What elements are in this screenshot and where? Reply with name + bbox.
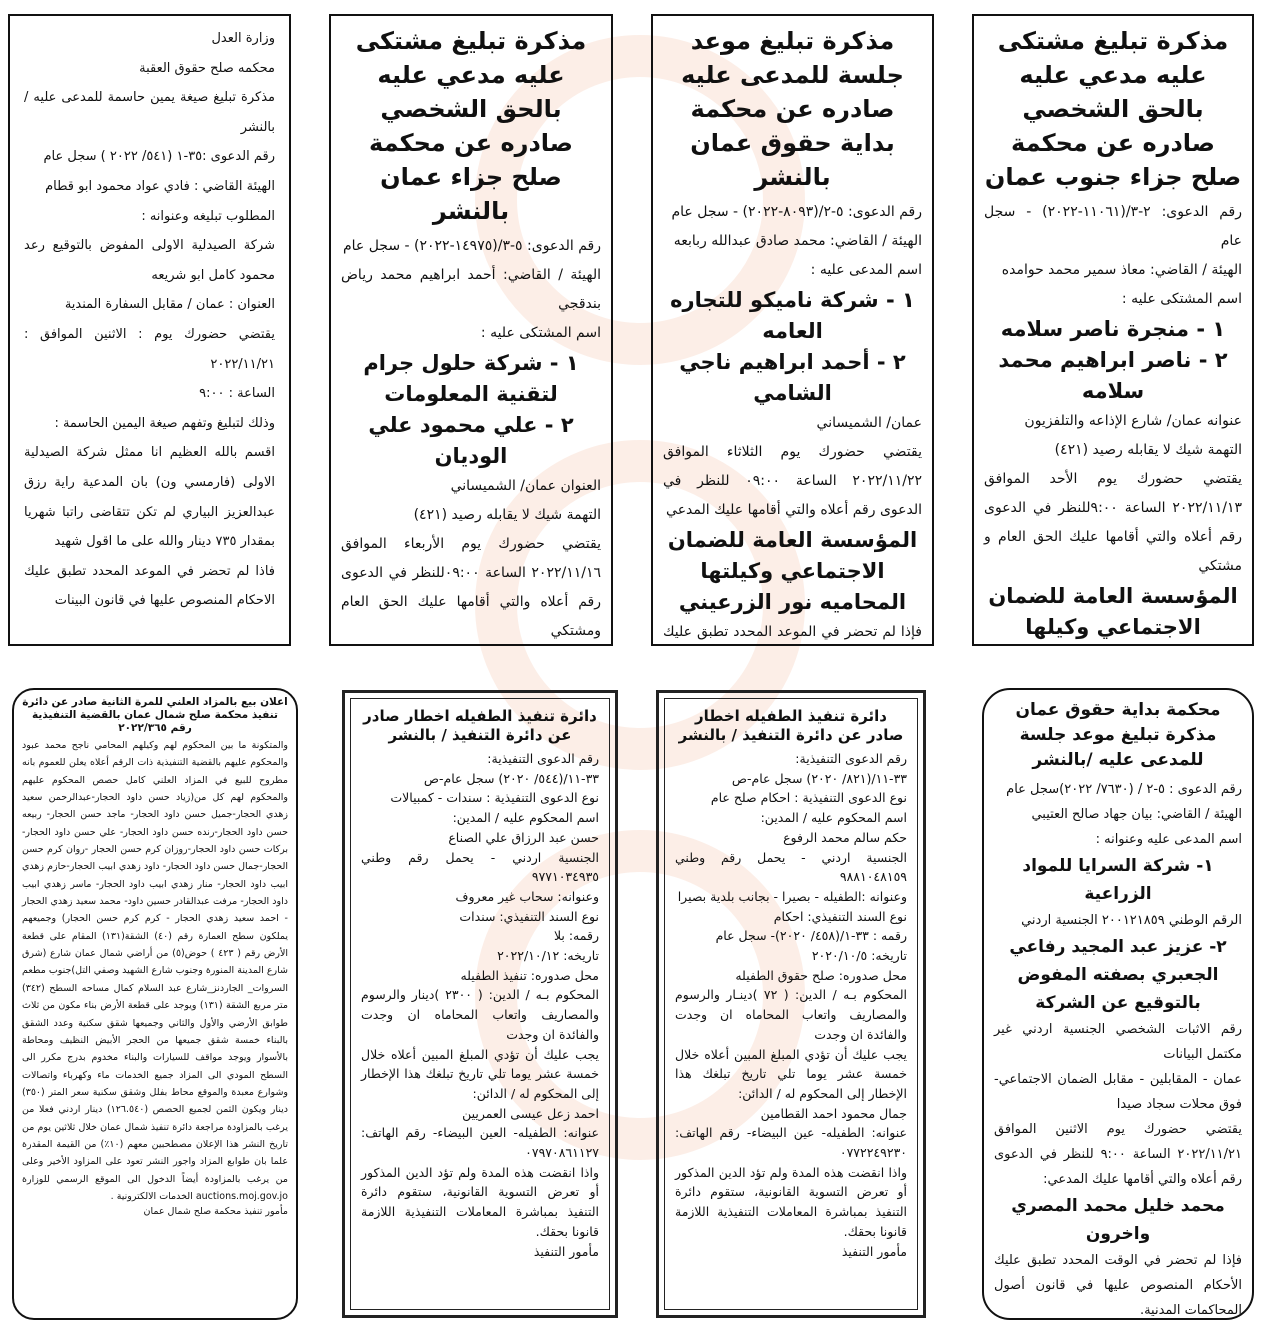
plaintiff: المؤسسة العامة للضمان الاجتماعي وكيلتها المحاميه نور الزرعيني (667, 528, 918, 614)
text-line: تاريخه: ٢٠٢٠/١٠/٥ (811, 948, 907, 964)
plaintiff: المؤسسة العامة للضمان الاجتماعي وكيلها (988, 584, 1238, 639)
defendant-name: ١ - شركة حلول جرام لتقنية المعلومات (363, 351, 579, 406)
text-line: نوع السند التنفيذي: سندات (459, 908, 599, 924)
notice-title: مذكرة تبليغ موعد جلسة للمدعى عليه صادره عن محكمة بداية حقوق عمان بالنشر (681, 27, 904, 191)
address: العنوان عمان/ الشميساني (450, 478, 601, 494)
notice-title: مذكرة تبليغ مشتكى عليه مدعي عليه بالحق الشخصي صادره عن محكمة صلح جزاء جنوب عمان (984, 27, 1242, 191)
text-line: واذا انقضت هذه المدة ولم تؤد الدين المذكور أو تعرض التسوية القانونية، ستقوم دائرة التنفيذ بمباشرة المعاملات التنفيذية اللازمة قانونا بحقك. (361, 1164, 599, 1239)
defendant-name: ٢ - أحمد ابراهيم ناجي الشامي (679, 350, 906, 405)
text-line: المحكوم بـه / الدين: ( ٧٢ )دينـار والرسوم والمصاريف واتعاب المحاماه ان وجدت والفائدة ان وجدت (675, 987, 907, 1042)
case-number: رقم الدعوى: ٥-٢/(٨٠٩٣-٢٠٢٢) - سجل عام (671, 204, 922, 220)
defendant-name: ٢- عزيز عبد المجيد رفاعي الجعبري بصفته المفوض بالتوقيع عن الشركة (1009, 937, 1227, 1013)
plaintiff: محمد خليل محمد المصري واخرون (1011, 1196, 1225, 1244)
case-number: رقم الدعوى : ٥-٢ / (٧٦٣٠/ ٢٠٢٢)سجل عام (1006, 782, 1242, 797)
address: عمان/ الشميساني (816, 415, 922, 431)
text-line: رقمه: بلا (553, 928, 599, 944)
judge: الهيئة القاضي : فادي عواد محمود ابو قطام (45, 178, 275, 194)
hearing-details: يقتضي حضورك يوم الأحد الموافق ٢٠٢٢/١١/١٣ الساعة ٩:٠٠للنظر في الدعوى رقم أعلاه والتي أقامها عليك الحق العام و مشتكي (984, 471, 1242, 574)
oath-intro: وذلك لتبليغ وتفهم صيغة اليمين الحاسمة : (54, 415, 275, 431)
judge: الهيئة / القاضي: معاذ سمير محمد حوامده (1001, 262, 1242, 278)
hearing-details: يقتضي حضورك يوم الثلاثاء الموافق ٢٠٢٢/١١/٢٢ الساعة ٠٩:٠٠ للنظر في الدعوى رقم أعلاه والتي أقامها عليك المدعي (663, 444, 922, 518)
closing-text: فإذا لم تحضر في الموعد المحدد تطبق عليك (663, 624, 922, 640)
text-line: تاريخه: ٢٠٢٢/١٠/١٢ (497, 948, 599, 964)
recipient-label: المطلوب تبليغه وعنوانه : (141, 208, 275, 224)
text-line: الجنسية اردني - يحمل رقم وطني ٩٨٨١٠٤٨١٥٩ (675, 849, 907, 885)
notice-auction-north-amman (12, 688, 298, 1320)
notice-tafila-execution-1 (656, 690, 926, 1318)
defendant-name: ١- شركة السرايا للمواد الزراعية (1022, 856, 1214, 904)
defendant-label: اسم المدعى عليه وعنوانه : (1095, 832, 1242, 847)
text-line: اسم المحكوم عليه / المدين: (452, 810, 599, 826)
text-line: عنوانه: الطفيله- عين البيضاء- رقم الهاتف: ٠٧٧٢٢٤٩٢٣٠ (675, 1125, 907, 1161)
oath-text: اقسم بالله العظيم انا ممثل شركة الصيدلية الاولى (فارمسي ون) بان المدعية راية رزق عبدالعزيز البياري لم تكن تتقاضى راتبا شهريا بمقدار ٧٣٥ دينار والله على ما اقول شهيد (24, 445, 275, 550)
footer-signature: مأمور تنفيذ محكمة صلح شمال عمان (143, 1206, 288, 1218)
case-number: رقم الدعوى: ٢-٣/(١١٠٦١-٢٠٢٢) - سجل عام (984, 204, 1242, 249)
id-details: رقم الاثبات الشخصي الجنسية اردني غير مكتمل البيانات (994, 1022, 1242, 1062)
defendant-label: اسم المدعى عليه : (810, 262, 922, 278)
judge: الهيئة / القاضي: بيان جهاد صالح العتيبي (1031, 807, 1242, 822)
text-line: ٣٣-١١/(٥٤٤/ ٢٠٢٠) سجل عام-ص (423, 770, 599, 786)
address: عمان - المقابلين - مقابل الضمان الاجتماعي- فوق محلات سجاد صيدا (994, 1072, 1242, 1112)
notice-tafila-execution-2 (342, 690, 618, 1318)
text-line: نوع الدعوى التنفيذية : سندات - كمبيالات (390, 790, 599, 806)
text-line: رقم الدعوى التنفيذية: (487, 751, 599, 766)
notice-amman-criminal-court (329, 14, 613, 646)
text-line: يجب عليك أن تؤدي المبلغ المبين أعلاه خلال خمسة عشر يوما تلي تاريخ تبلغك هذا الإخطار إلى المحكوم له / الدائن: (361, 1046, 599, 1101)
text-line: رقم الدعوى التنفيذية: (795, 751, 907, 766)
hearing-time: الساعة : ٩:٠٠ (199, 386, 275, 402)
signature-line: مأمور التنفيذ (533, 1243, 599, 1259)
text-line: واذا انقضت هذه المدة ولم تؤد الدين المذكور أو تعرض التسوية القانونية، ستقوم دائرة التنفيذ بمباشرة المعاملات التنفيذية اللازمة قانونا بحقك. (675, 1164, 907, 1239)
notice-title: مذكرة تبليغ صيغة يمين حاسمة للمدعى عليه / بالنشر (24, 90, 275, 135)
text-line: نوع السند التنفيذي: احكام (773, 908, 907, 924)
defendant-label: اسم المشتكى عليه : (1121, 291, 1242, 307)
closing-text: فاذا لم تحضر في الموعد المحدد تطبق عليك الاحكام المنصوص عليها في قانون البينات (24, 563, 275, 609)
judge: الهيئة / القاضي: محمد صادق عبدالله ربابعه (673, 233, 922, 249)
notice-title: محكمة بداية حقوق عمان مذكرة تبليغ موعد جلسة للمدعى عليه /بالنشر (1015, 700, 1221, 770)
court: محكمه صلح حقوق العقبة (139, 60, 275, 76)
charge: التهمة شيك لا يقابله رصيد (٤٢١) (1054, 442, 1242, 458)
notice-title: دائرة تنفيذ الطفيله اخطار صادر عن دائرة التنفيذ / بالنشر (363, 707, 597, 744)
defendant-label: اسم المشتكى عليه : (480, 325, 601, 341)
address: عنوانه عمان/ شارع الإذاعه والتلفزيون (1024, 413, 1242, 429)
address: العنوان : عمان / مقابل السفارة المندية (64, 297, 275, 313)
text-line: جمال محمود احمد القطامين (760, 1105, 907, 1121)
case-number: رقم الدعوى: ٥-٣/(١٤٩٧٥-٢٠٢٢) - سجل عام (342, 238, 601, 254)
notice-amman-civil-court (982, 688, 1254, 1320)
signature-line: مأمور التنفيذ (841, 1243, 907, 1259)
text-line: حسن عبد الرزاق علي الصناع (448, 829, 599, 845)
text-line: حكم سالم محمد الرفوع (783, 829, 907, 845)
text-line: يجب عليك أن تؤدي المبلغ المبين أعلاه خلال خمسة عشر يوما تلي تاريخ تبلغك هذا الإخطار إلى المحكوم له / الدائن: (675, 1046, 907, 1101)
text-line: وعنوانه: سحاب غير معروف (455, 888, 599, 904)
notice-title: مذكرة تبليغ مشتكى عليه مدعي عليه بالحق الشخصي صادره عن محكمة صلح جزاء عمان بالنشر (355, 27, 587, 225)
text-line: احمد زعل عيسى العمريين (462, 1105, 599, 1121)
text-line: رقمه : ٣٣-١/(٤٥٨/ ٢٠٢٠)- سجل عام (715, 928, 907, 944)
notice-title: دائرة تنفيذ الطفيله اخطار صادر عن دائرة التنفيذ / بالنشر (678, 707, 904, 744)
closing-text: فإذا لم تحضر في الوقت المحدد تطبق عليك الأحكام المنصوص عليها في قانون أصول المحاكمات المدنية. (994, 1253, 1242, 1318)
text-line: الجنسية اردني - يحمل رقم وطني ٩٧٧١٠٣٤٩٣٥ (361, 849, 599, 885)
auction-body: والمتكونة ما بين المحكوم لهم وكيلهم المحامي ناجح محمد عبود والمحكوم عليهم بالقضية التنفيذية ذات الرقم أعلاه يعلن للعموم بانه مطروح للبيع في المزاد العلني كامل حصص المحكوم عليهم والمحكوم لهم كل من(زياد حسن داود الحجار-عبدالرحمن سعيد زهدي الحجار-جميل حسن داود الحجار- ماجد حسن الحجار- ربيعه حسن داود الحجار-رنده حسن داود الحجار- علي حسن داود الحجار-بركات حسن داود الحجار-روزان كرم حسن الحجار -روان كرم حسن الحجار-جمال حسن داود الحجار- داود زهدي ابيب الحجار-حازم زهدي ابيب داود الحجار- منار زهدي ابيب داود الحجار- ماسر زهدي ابيب داود الحجار- مرفت عبدالقادر حسين داود- محمد سعيد زهدي الحجار - احمد سعيد زهدي الحجار - كرم كرم حسن الحجار) وجميعهم يملكون سطح العمارة رقم (٤٠) الشقة(١٣١) المقام على قطعة الأرض رقم ( ٤٢٣ ) حوض(٥) من أراضي شمال عمان شارع (شرق شارع المدينة المنورة وجنوب شارع الشهيد وصفي التل)جنوب مطعم السروات_ الجاردنز_شارع عبد السلام كمال مساحه السطح (٣٤٢) متر مربع الشقة (١٣١) ويوجد على قطعة الأرض بناء مكون من ثلاث طوابق الأرضي والأول والثاني وجميعها شقق سكنية وعدد الشقق بالبناء خمسة شقق جميعها من الحجر الأبيض النظيف ومحاطة بالأسوار ويوجد مواقف للسيارات والبناء مخدوم بدرج مكرر الى السطح المودي الى المزاد جميع الخدمات ماء وكهرباء واتصالات وشوارع معبدة والموقع محاط بفلل وشقق سكنية سعر المتر (٣٥٠) دينار ويكون الثمن لجميع الحصص (١٢٦.٥٤٠) دينار اردني فعلا من يرغب بالمزاودة مراجعة دائرة تنفيذ شمال عمان خلال ثلاثين يوم من تاريخ النشر هذا الإعلان مصطحبين معهم (١٠٪) من القيمة المقدرة علما بان طوابع المزاد واجور النشر تعود على المزاود الأخير وعلى من يرغب بالمزاودة أيضاً الدخول الى الموقع الرسمي للوزارة auctions.moj.gov.jo الخدمات الالكترونية . (22, 740, 289, 1202)
notice-amman-first-instance-court (651, 14, 934, 646)
notice-aqaba-oath-summons (8, 14, 291, 646)
text-line: وعنوانه :الطفيله - بصيرا - بجانب بلدية بصيرا (677, 888, 907, 904)
defendant-name: ١ - شركة ناميكو للتجاره العامه (670, 288, 915, 343)
text-line: اسم المحكوم عليه / المدين: (760, 810, 907, 826)
notice-title: اعلان بيع بالمزاد العلني للمرة الثانية صادر عن دائرة تنفيذ محكمة صلح شمال عمان بالقضية التنفيذية رقم ٢٠٢٢/٣٦٥ (22, 696, 288, 734)
notice-south-amman-criminal-court (972, 14, 1254, 646)
recipient: شركة الصيدلية الاولى المفوض بالتوقيع رعد محمود كامل ابو شريعه (24, 238, 275, 283)
defendant-name: ٢ - علي محمود علي الوديان (368, 413, 574, 468)
text-line: نوع الدعوى التنفيذية : احكام صلح عام (710, 790, 907, 806)
text-line: محل صدوره: تنفيذ الطفيله (460, 967, 599, 983)
text-line: ٣٣-١١/(٨٢١/ ٢٠٢٠) سجل عام-ص (731, 770, 907, 786)
case-number: رقم الدعوى :٣٥-١ (٥٤١/ ٢٠٢٢ ) سجل عام (43, 149, 275, 165)
text-line: محل صدوره: صلح حقوق الطفيله (735, 967, 907, 983)
national-id: الرقم الوطني ٢٠٠١٢١٨٥٩ الجنسية اردني (1021, 913, 1242, 928)
judge: الهيئة / القاضي: أحمد ابراهيم محمد رياض بندقجي (341, 267, 601, 312)
text-line: عنوانه: الطفيله- العين البيضاء- رقم الهاتف: ٠٧٩٧٠٨٦١١٢٧ (361, 1125, 599, 1161)
hearing-details: يقتضي حضورك يوم الأربعاء الموافق ٢٠٢٢/١١/١٦ الساعة ٠٩:٠٠للنظر في الدعوى رقم أعلاه والتي أقامها عليك الحق العام ومشتكي (341, 536, 601, 639)
charge: التهمة شيك لا يقابله رصيد (٤٢١) (413, 507, 601, 523)
text-line: المحكوم بـه / الدين: ( ٢٣٠٠ )دينار والرسوم والمصاريف واتعاب المحاماه ان وجدت والفائدة ان وجدت (361, 987, 599, 1042)
defendant-name: ٢ - ناصر ابراهيم محمد سلامه (998, 348, 1228, 403)
defendant-name: ١ - منجرة ناصر سلامه (1000, 317, 1226, 341)
ministry: وزارة العدل (211, 31, 275, 46)
hearing-date: يقتضي حضورك يوم : الاثنين الموافق : ٢٠٢٢/١١/٢١ (24, 326, 275, 372)
hearing-details: يقتضي حضورك يوم الاثنين الموافق ٢٠٢٢/١١/٢١ الساعة ٩:٠٠ للنظر في الدعوى رقم أعلاه والتي أقامها عليك المدعي: (994, 1122, 1243, 1187)
